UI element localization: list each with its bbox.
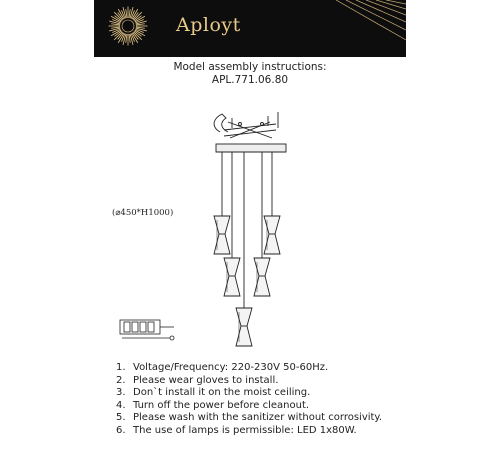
lamp-shade-icon bbox=[214, 216, 230, 254]
list-item: 6. The use of lamps is permissible: LED 1x80W. bbox=[116, 424, 357, 436]
lamp-shade-icon bbox=[264, 216, 280, 254]
instructions-title: Model assembly instructions: bbox=[173, 61, 327, 73]
dimensions-label: (⌀450*H1000) bbox=[112, 208, 174, 218]
list-item: 4. Turn off the power before cleanout. bbox=[116, 399, 310, 411]
list-item: 1. Voltage/Frequency: 220-230V 50-60Hz. bbox=[116, 362, 329, 373]
list-item: 5. Please wash with the sanitizer without corrosivity. bbox=[116, 412, 383, 423]
model-number: APL.771.06.80 bbox=[211, 74, 289, 86]
list-item: 3. Don`t install it on the moist ceiling. bbox=[116, 387, 311, 398]
safety-notes-list bbox=[116, 362, 382, 437]
brand-logo-text: Aployt bbox=[176, 14, 241, 36]
lamp-shade-icon bbox=[224, 258, 240, 296]
list-item: 2. Please wear gloves to install. bbox=[116, 374, 279, 386]
lamp-shade-icon bbox=[236, 308, 252, 346]
lamp-shade-icon bbox=[254, 258, 270, 296]
